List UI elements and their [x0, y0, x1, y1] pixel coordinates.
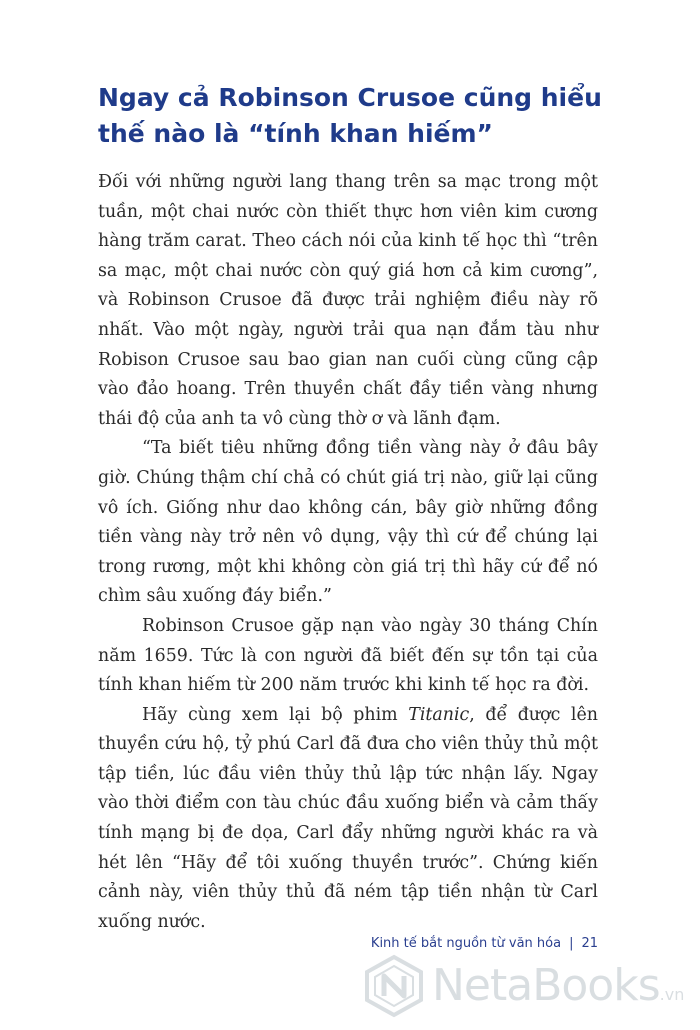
body-text: [98, 168, 598, 937]
running-title: Kinh tế bắt nguồn từ văn hóa: [370, 936, 562, 951]
page-number: 21: [581, 936, 598, 951]
watermark-brand: NetaBooks: [432, 960, 660, 1011]
footer-separator: |: [569, 936, 574, 951]
paragraph-4: [98, 701, 598, 938]
watermark-text: [432, 960, 684, 1011]
watermark: [362, 948, 692, 1020]
watermark-suffix: .vn: [659, 985, 685, 1004]
paragraph-1: Đối với những người lang thang trên sa mạc trong một tuần, một chai nước còn thiết thực hơn viên kim cương hàng trăm carat. Theo cách nói của kinh tế học thì “trên sa mạc, một chai nước còn quý giá hơn cả kim cương”, và Robinson Crusoe đã được trải nghiệm điều này rõ nhất. Vào một ngày, người trải qua nạn đắm tàu như Robison Crusoe sau bao gian nan cuối cùng cũng cập vào đảo hoang. Trên thuyền chất đầy tiền vàng nhưng thái độ của anh ta vô cùng thờ ơ và lãnh đạm.: [98, 172, 598, 429]
netabooks-logo-icon: [362, 954, 426, 1018]
paragraph-4-start: Hãy cùng xem lại bộ phim: [142, 704, 409, 725]
film-title: Titanic: [408, 704, 470, 725]
paragraph-2: “Ta biết tiêu những đồng tiền vàng này ở đâu bây giờ. Chúng thậm chí chả có chút giá trị nào, giữ lại cũng vô ích. Giống như dao không cán, bây giờ những đồng tiền vàng này trở nên vô dụng, vậy thì cứ để chúng lại trong rương, một khi không còn giá trị thì hãy cứ để nó chìm sâu xuống đáy biển.”: [98, 438, 598, 607]
paragraph-3: Robinson Crusoe gặp nạn vào ngày 30 tháng Chín năm 1659. Tức là con người đã biết đến sự tồn tại của tính khan hiếm từ 200 năm trước khi kinh tế học ra đời.: [98, 615, 598, 696]
paragraph-4-end: , để được lên thuyền cứu hộ, tỷ phú Carl đã đưa cho viên thủy thủ một tập tiền, lúc đầu viên thủy thủ lập tức nhận lấy. Ngay vào thời điểm con tàu chúc đầu xuống biển và cảm thấy tính mạng bị đe dọa, Carl đẩy những người khác ra và hét lên “Hãy để tôi xuống thuyền trước”. Chứng kiến cảnh này, viên thủy thủ đã ném tập tiền nhận từ Carl xuống nước.: [98, 704, 598, 932]
section-heading: Ngay cả Robinson Crusoe cũng hiểu thế nào là “tính khan hiếm”: [98, 83, 602, 148]
